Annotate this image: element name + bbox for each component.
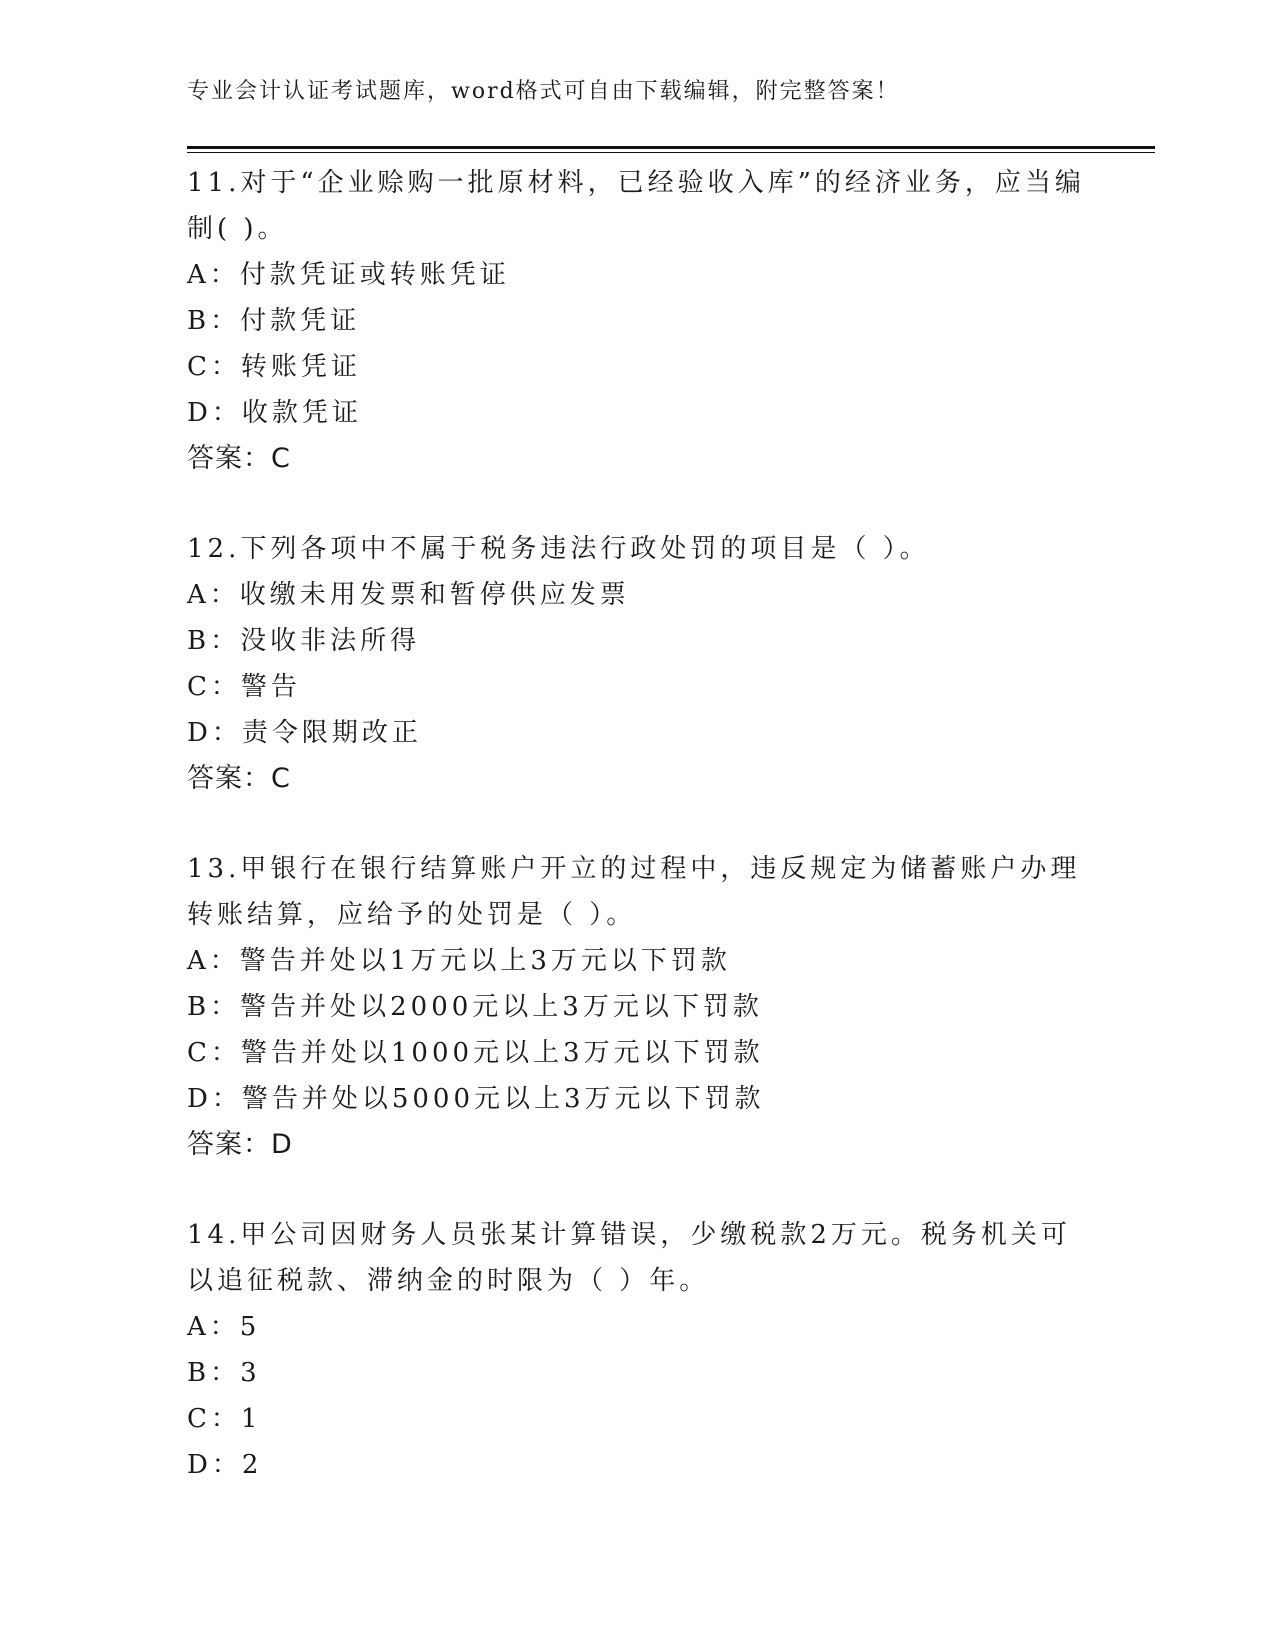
answer-line: 答案：C [187, 443, 291, 474]
question-stem: 13.甲银行在银行结算账户开立的过程中，违反规定为储蓄账户办理转账结算，应给予的处罚是（ ）。 [187, 854, 1081, 930]
option-a: A：收缴未用发票和暂停供应发票 [187, 580, 630, 610]
question-stem: 12.下列各项中不属于税务违法行政处罚的项目是（ ）。 [187, 534, 930, 564]
question-spacer [187, 802, 1087, 846]
option-a: A：5 [187, 1312, 261, 1342]
option-b: B：警告并处以2000元以上3万元以下罚款 [187, 992, 763, 1022]
answer-line: 答案：D [187, 1129, 293, 1160]
option-c: C：1 [187, 1404, 262, 1434]
answer-line: 答案：C [187, 763, 291, 794]
question-stem: 11.对于“企业赊购一批原材料，已经验收入库”的经济业务，应当编制( )。 [187, 168, 1085, 244]
option-c: C：警告 [187, 672, 301, 702]
page-header: 专业会计认证考试题库，word格式可自由下载编辑，附完整答案！ [187, 79, 900, 104]
option-d: D：2 [187, 1450, 263, 1480]
option-b: B：3 [187, 1358, 261, 1388]
question-spacer [187, 482, 1087, 526]
option-c: C：转账凭证 [187, 352, 361, 382]
option-b: B：没收非法所得 [187, 626, 421, 656]
question-stem: 14.甲公司因财务人员张某计算错误，少缴税款2万元。税务机关可以追征税款、滞纳金的时限为（ ）年。 [187, 1220, 1071, 1296]
question-11 [187, 160, 1087, 482]
option-a: A：付款凭证或转账凭证 [187, 260, 510, 290]
question-12 [187, 526, 1087, 802]
question-14 [187, 1212, 1087, 1488]
header-divider-thick [187, 146, 1155, 149]
option-a: A：警告并处以1万元以上3万元以下罚款 [187, 946, 731, 976]
question-13 [187, 846, 1087, 1168]
option-d: D：收款凭证 [187, 398, 362, 428]
question-spacer [187, 1168, 1087, 1212]
option-c: C：警告并处以1000元以上3万元以下罚款 [187, 1038, 764, 1068]
header-divider-thin [187, 152, 1155, 153]
option-b: B：付款凭证 [187, 306, 361, 336]
option-d: D：警告并处以5000元以上3万元以下罚款 [187, 1084, 765, 1114]
question-list [187, 160, 1087, 1488]
option-d: D：责令限期改正 [187, 718, 422, 748]
